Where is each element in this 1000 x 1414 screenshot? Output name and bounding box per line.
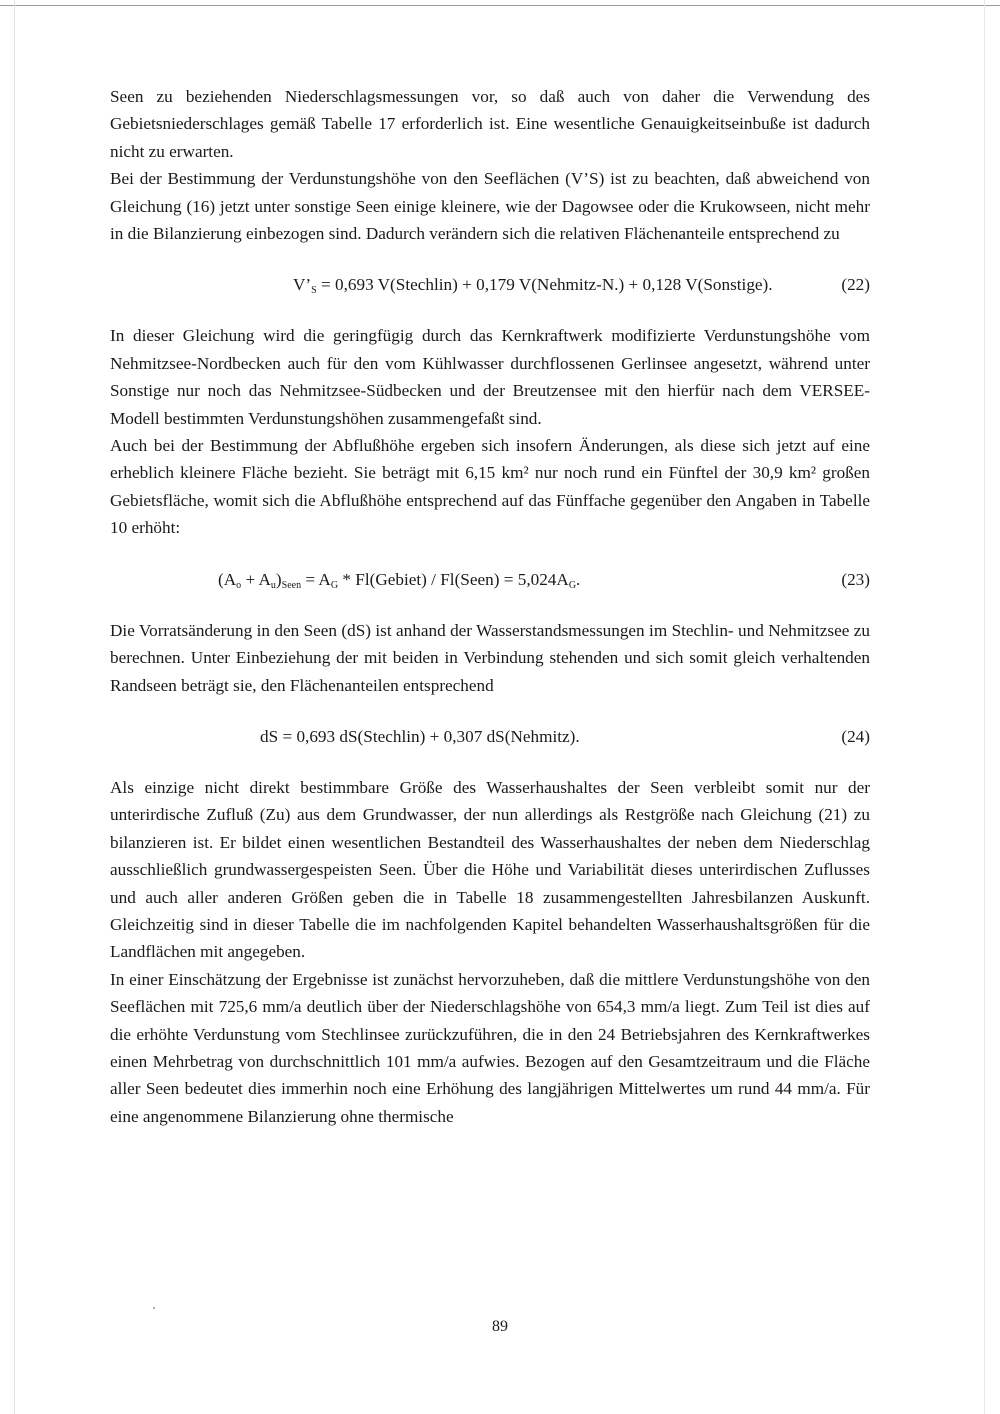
equation-24 [110,723,870,750]
equation-24-number: (24) [841,726,870,746]
paragraph-2: Bei der Bestimmung der Verdunstungshöhe von den Seeflächen (V’S) ist zu beachten, daß abweichend von Gleichung (16) jetzt unter sonstige Seen einige kleinere, wie der Dagowsee oder die Krukowseen, nicht mehr in die Bilanzierung einbezogen sind. Dadurch verändern sich die relativen Flächenanteile entsprechend zu [110,169,870,244]
page-number: 89 [492,1318,508,1335]
paragraph-5: Die Vorratsänderung in den Seen (dS) ist anhand der Wasserstandsmessungen im Stechlin- und Nehmitzsee zu berechnen. Unter Einbeziehung der mit beiden in Verbindung stehenden und sich somit gleich verhaltenden Randseen beträgt sie, den Flächenanteilen entsprechend [110,620,870,695]
equation-23-expression: $(A_o + A_u)_{Seen} = A_G$ * Fl(Gebiet) / Fl(Seen) = $5,024A_G$. [218,569,581,591]
equation-23 [110,566,870,593]
scan-edge-right [984,0,985,1414]
scan-edge-top [0,5,1000,6]
equation-24-expression: dS = 0,693 dS(Stechlin) + 0,307 dS(Nehmitz). [260,726,580,746]
equation-22-number: (22) [841,275,870,295]
paragraph-1: Seen zu beziehenden Niederschlagsmessungen vor, so daß auch von daher die Verwendung des Gebietsniederschlages gemäß Tabelle 17 erforderlich ist. Eine wesentliche Genauigkeitseinbuße ist dadurch nicht zu erwarten. [110,87,870,161]
scan-edge-left [14,0,15,1414]
equation-22-expression: $V’_S = 0,693$ V(Stechlin) + 0,179 V(Nehmitz-N.) + 0,128 V(Sonstige). [293,275,773,297]
body-text [110,83,870,1130]
paragraph-4: Auch bei der Bestimmung der Abflußhöhe ergeben sich insofern Änderungen, als diese sich jetzt auf eine erheblich kleinere Fläche bezieht. Sie beträgt mit 6,15 km² nur noch rund ein Fünftel der 30,9 km² großen Gebietsfläche, womit sich die Abflußhöhe entsprechend auf das Fünffache gegenüber den Angaben in Tabelle 10 erhöht: [110,436,870,538]
paragraph-6: Als einzige nicht direkt bestimmbare Größe des Wasserhaushaltes der Seen verbleibt somit nur der unterirdische Zufluß (Zu) aus dem Grundwasser, der nun allerdings als Restgröße nach Gleichung (21) zu bilanzieren ist. Er bildet einen wesentlichen Bestandteil des Wasserhaushaltes der neben dem Niederschlag ausschließlich grundwassergespeisten Seen. Über die Höhe und Variabilität dieses unterirdischen Zuflusses und auch aller anderen Größen geben die in Tabelle 18 zusammengestellten Jahresbilanzen Auskunft. Gleichzeitig sind in dieser Tabelle die im nachfolgenden Kapitel behandelten Wasserhaushaltsgrößen für die Landflächen mit angegeben. [110,777,870,962]
equation-23-number: (23) [841,569,870,589]
scan-speck [153,1307,155,1309]
equation-22 [110,271,870,298]
paragraph-7: In einer Einschätzung der Ergebnisse ist zunächst hervorzuheben, daß die mittlere Verdunstungshöhe von den Seeflächen mit 725,6 mm/a deutlich über der Niederschlagshöhe von 654,3 mm/a liegt. Zum Teil ist dies auf die erhöhte Verdunstung vom Stechlinsee zurückzuführen, die in den 24 Betriebsjahren des Kernkraftwerkes einen Mehrbetrag von durchschnittlich 101 mm/a aufwies. Bezogen auf den Gesamtzeitraum und die Fläche aller Seen bedeutet dies immerhin noch eine Erhöhung des langjährigen Mittelwertes um rund 44 mm/a. Für eine angenommene Bilanzierung ohne thermische [110,969,870,1126]
paragraph-3: In dieser Gleichung wird die geringfügig durch das Kernkraftwerk modifizierte Verdunstungshöhe vom Nehmitzsee-Nordbecken auch für den vom Kühlwasser durchflossenen Gerlinsee angesetzt, während unter Sonstige nur noch das Nehmitzsee-Südbecken und der Breutzensee mit den hierfür nach dem VERSEE-Modell bestimmten Verdunstungshöhen zusammengefaßt sind. [110,326,870,428]
